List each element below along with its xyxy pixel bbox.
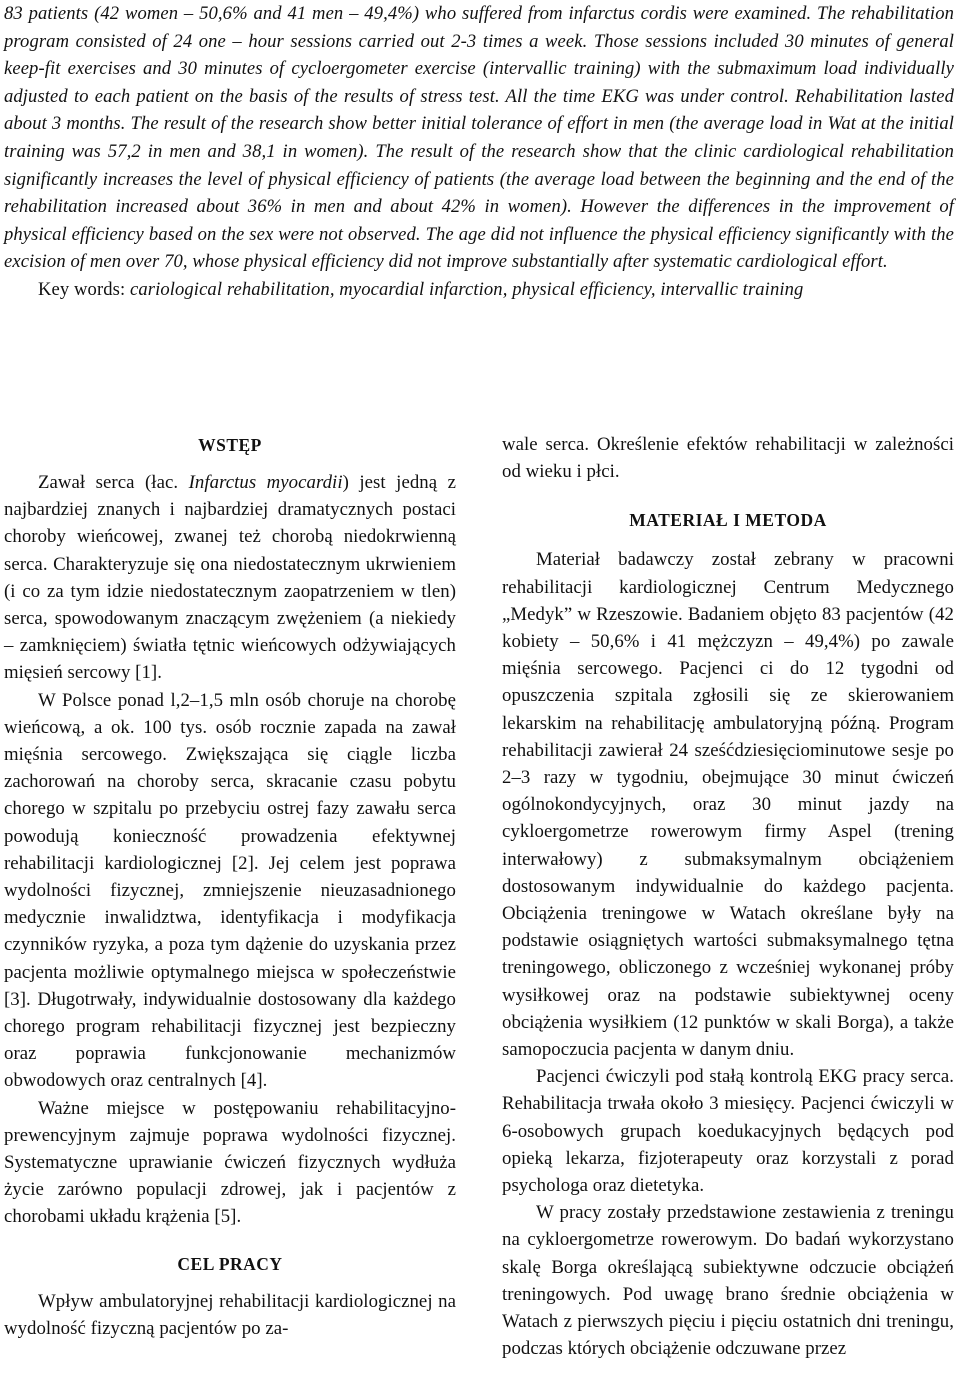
right-column [502, 431, 954, 1363]
left-column [4, 432, 456, 1342]
keywords-list: cariological rehabilitation, myocardial infarction, physical efficiency, intervallic training [130, 278, 804, 300]
paragraph-intro [4, 469, 456, 687]
intro-rest: ) jest jedną z najbardziej znanych i najbardziej dramatycznych postaci choroby wieńcowej, zwanej też chorobą niedokrwienną serca. Charakteryzuje się ona niedostatecznym ukrwieniem (i co za tym idzie niedostatecznym zaopatrzeniem w tlen) serca, spowodowanym znaczącym zwężeniem (a niekiedy – zamknięciem) światła tętnic wieńcowych odżywiających mięsień sercowy [1]. [4, 472, 456, 684]
keywords-label: Key words: [38, 278, 126, 300]
paragraph-ekg: Pacjenci ćwiczyli pod stałą kontrolą EKG pracy serca. Rehabilitacja trwała około 3 miesięcy. Pacjenci ćwiczyli w 6-osobowych grupach koedukacyjnych będących pod opieką lekarza, fizjoterapeuty oraz korzystali z porad psychologa oraz dietetyka. [502, 1066, 954, 1197]
latin-term: Infarctus myocardii [188, 472, 343, 493]
paragraph-poland: W Polsce ponad l,2–1,5 mln osób choruje na chorobę wieńcową, a ok. 100 tys. osób rocznie zapada na zawał mięśnia sercowego. Zwiększająca się ciągle liczba zachorowań na choroby serca, skracanie czasu pobytu chorego w szpitalu po przebyciu ostrej fazy zawału serca powodują konieczność prowadzenia efektywnej rehabilitacji kardiologicznej [2]. Jej celem jest poprawa wydolności fizycznej, zmniejszenie nieuzasadnionego medycznie inwalidztwa, identyfikacja i modyfikacja czynników ryzyka, a poza tym dążenie do uzyskania przez pacjenta możliwie optymalnego miejsca w społeczeństwie [3]. Długotrwały, indywidualnie dostosowany dla każdego chorego program rehabilitacji fizycznej jest bezpieczny oraz poprawia funkcjonowanie mechanizmów obwodowych oraz centralnych [4]. [4, 689, 456, 1092]
heading-wstep: WSTĘP [198, 435, 262, 455]
intro-start: Zawał serca (łac. [38, 472, 189, 493]
paragraph-borg: W pracy zostały przedstawione zestawienia z treningu na cykloergometrze rowerowym. Do badań wykorzystano skalę Borga określającą subiektywne odczucie obciążeń treningowych. Pod uwagę brano średnie obciążenia w Watach z pierwszych pięciu i pięciu ostatnich dni treningu, podczas których obciążenie odczuwane przez [502, 1202, 954, 1360]
abstract-section [4, 0, 954, 304]
paragraph-material: Materiał badawczy został zebrany w pracowni rehabilitacji kardiologicznej Centrum Medycznego „Medyk” w Rzeszowie. Badaniem objęto 83 pacjentów (42 kobiety – 50,6% i 41 mężczyzn – 49,4%) po zawale mięśnia sercowego. Pacjenci ci do 12 tygodni od opuszczenia szpitala zgłosili się ze skierowaniem lekarskim na rehabilitację ambulatoryjną późną. Program rehabilitacji zawierał 24 sześćdziesięciominutowe sesje po 2–3 razy w tygodniu, obejmujące 30 minut ćwiczeń ogólnokondycyjnych, oraz 30 minut jazdy na cykloergometrze rowerowym firmy Aspel (trening interwałowy) z submaksymalnym obciążeniem dostosowanym indywidualnie do każdego pacjenta. Obciążenia treningowe w Watach określane były na podstawie osiągniętych wartości submaksymalnego tętna treningowego, obliczonego z wcześniej wykonanej próby wysiłkowej oraz na podstawie subiektywnej oceny obciążenia wysiłkiem (12 punktów w skali Borga), a także samopoczucia pacjenta w danym dniu. [502, 549, 954, 1061]
paragraph-goal: Wpływ ambulatoryjnej rehabilitacji kardiologicznej na wydolność fizyczną pacjentów po za- [4, 1290, 456, 1339]
keywords-line [4, 276, 954, 304]
heading-material-metoda: MATERIAŁ I METODA [629, 510, 827, 531]
heading-cel-pracy: CEL PRACY [177, 1253, 283, 1274]
abstract-text: 83 patients (42 women – 50,6% and 41 men – 49,4%) who suffered from infarctus cordis were examined. The rehabilitation program consisted of 24 one – hour sessions carried out 2-3 times a week. Those sessions included 30 minutes of general keep-fit exercises and 30 minutes of cycloergometer exercise (intervallic training) with the submaximum load individually adjusted to each patient on the basis of the results of stress test. All the time EKG was under control. Rehabilitation lasted about 3 months. The result of the research show better initial tolerance of effort in men (the average load in Wat at the initial training was 57,2 in men and 38,1 in women). The result of the research show that the clinic cardiological rehabilitation significantly increases the level of physical efficiency of patients (the average load between the beginning and the end of the rehabilitation increased about 36% in men and about 42% in women). However the differences in the improvement of physical efficiency based on the sex were not observed. The age did not influence the physical efficiency significantly with the excision of men over 70, whose physical efficiency did not improve substantially after systematic cardiological effort. [4, 3, 954, 273]
paragraph-goal-cont: wale serca. Określenie efektów rehabilitacji w zależności od wieku i płci. [502, 434, 954, 483]
paragraph-important: Ważne miejsce w postępowaniu rehabilitacyjno-prewencyjnym zajmuje poprawa wydolności fizycznej. Systematyczne uprawianie ćwiczeń fizycznych wydłuża życie zarówno populacji zdrowej, jak i pacjentów z chorobami układu krążenia [5]. [4, 1097, 456, 1228]
